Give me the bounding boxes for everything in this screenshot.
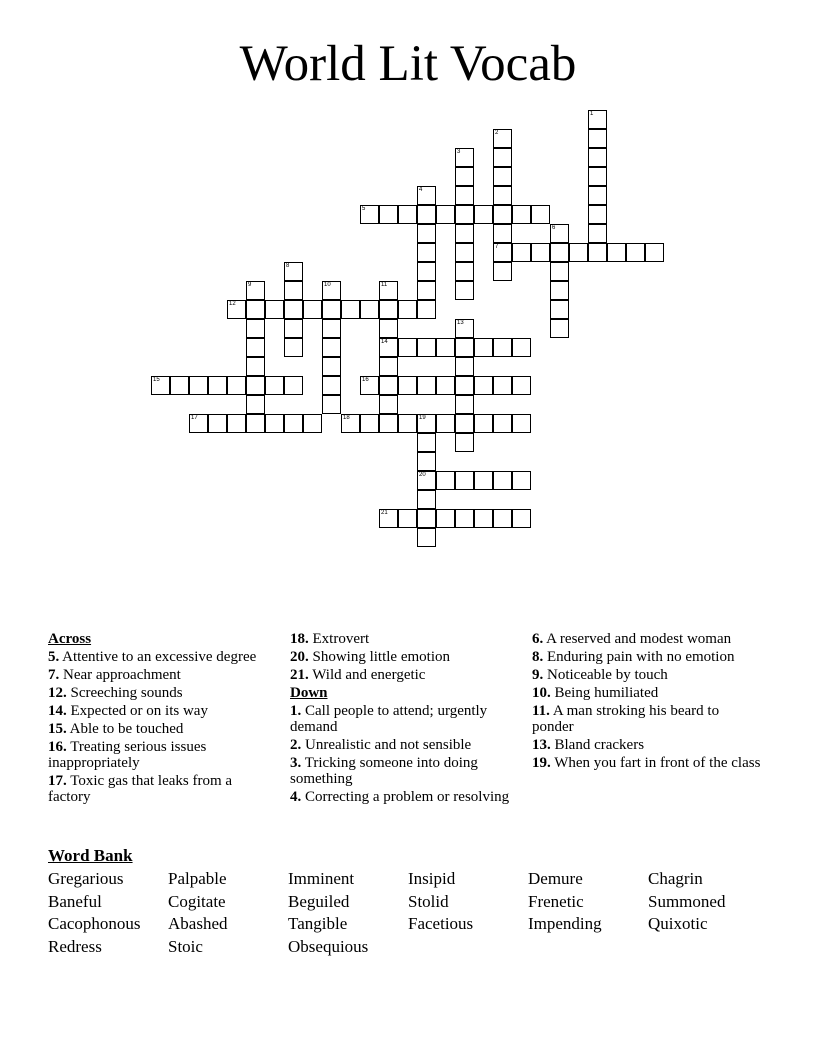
crossword-cell[interactable] bbox=[417, 376, 436, 395]
crossword-cell[interactable] bbox=[379, 300, 398, 319]
crossword-cell[interactable] bbox=[455, 243, 474, 262]
word-bank-word: Imminent bbox=[288, 869, 355, 888]
clue-text: Call people to attend; urgently demand bbox=[290, 703, 488, 735]
clue-item bbox=[290, 737, 520, 753]
crossword-cell[interactable] bbox=[246, 395, 265, 414]
clue-text: Tricking someone into doing something bbox=[290, 755, 478, 787]
crossword-cell[interactable] bbox=[493, 376, 512, 395]
crossword-cell[interactable] bbox=[436, 376, 455, 395]
crossword-cell[interactable] bbox=[341, 414, 360, 433]
crossword-cell[interactable] bbox=[246, 281, 265, 300]
down-heading: Down bbox=[290, 685, 328, 701]
crossword-cell[interactable] bbox=[493, 243, 512, 262]
clue-text: Near approachment bbox=[59, 667, 181, 683]
clue-text: Bland crackers bbox=[550, 737, 645, 753]
clue-number: 2. bbox=[290, 737, 302, 753]
crossword-cell[interactable] bbox=[474, 471, 493, 490]
crossword-cell[interactable] bbox=[227, 414, 246, 433]
crossword-cell[interactable] bbox=[417, 490, 436, 509]
crossword-cell[interactable] bbox=[417, 509, 436, 528]
clue-item bbox=[290, 703, 520, 735]
crossword-cell[interactable] bbox=[588, 129, 607, 148]
clue-item bbox=[48, 773, 278, 805]
crossword-cell[interactable] bbox=[455, 376, 474, 395]
clue-number: 14. bbox=[48, 703, 67, 719]
crossword-cell[interactable] bbox=[284, 300, 303, 319]
crossword-cell[interactable] bbox=[379, 414, 398, 433]
cell-number: 7 bbox=[495, 244, 499, 250]
clue-text: Correcting a problem or resolving bbox=[301, 789, 510, 805]
crossword-cell[interactable] bbox=[417, 224, 436, 243]
clue-item bbox=[290, 649, 520, 665]
clue-item bbox=[532, 685, 762, 701]
clues-column-3 bbox=[532, 631, 762, 773]
word-bank-word: Cogitate bbox=[168, 891, 226, 911]
crossword-cell[interactable] bbox=[246, 319, 265, 338]
crossword-cell[interactable] bbox=[436, 509, 455, 528]
crossword-cell[interactable] bbox=[398, 414, 417, 433]
crossword-cell[interactable] bbox=[417, 414, 436, 433]
crossword-cell[interactable] bbox=[151, 376, 170, 395]
clue-item bbox=[290, 789, 520, 805]
crossword-cell[interactable] bbox=[170, 376, 189, 395]
clue-number: 1. bbox=[290, 703, 302, 719]
clue-number: 13. bbox=[532, 737, 551, 753]
crossword-cell[interactable] bbox=[493, 186, 512, 205]
clue-item bbox=[290, 631, 520, 647]
crossword-cell[interactable] bbox=[360, 376, 379, 395]
word-bank-word: Impending bbox=[528, 914, 602, 934]
crossword-cell[interactable] bbox=[379, 509, 398, 528]
crossword-cell[interactable] bbox=[550, 281, 569, 300]
clues-column-1 bbox=[48, 631, 278, 807]
clue-item bbox=[290, 667, 520, 683]
crossword-cell[interactable] bbox=[588, 224, 607, 243]
crossword-cell[interactable] bbox=[417, 186, 436, 205]
clue-item bbox=[290, 755, 520, 787]
word-bank-word: Frenetic bbox=[528, 891, 584, 911]
crossword-cell[interactable] bbox=[189, 376, 208, 395]
crossword-cell[interactable] bbox=[455, 395, 474, 414]
clue-number: 4. bbox=[290, 789, 302, 805]
word-bank-word: Gregarious bbox=[48, 869, 124, 888]
clue-item bbox=[48, 703, 278, 719]
crossword-cell[interactable] bbox=[493, 509, 512, 528]
crossword-cell[interactable] bbox=[303, 414, 322, 433]
crossword-cell[interactable] bbox=[265, 376, 284, 395]
crossword-cell[interactable] bbox=[626, 243, 645, 262]
crossword-cell[interactable] bbox=[417, 452, 436, 471]
clue-text: Enduring pain with no emotion bbox=[543, 649, 735, 665]
crossword-cell[interactable] bbox=[436, 414, 455, 433]
crossword-cell[interactable] bbox=[417, 433, 436, 452]
crossword-cell[interactable] bbox=[474, 414, 493, 433]
crossword-cell[interactable] bbox=[531, 243, 550, 262]
word-bank-word: Tangible bbox=[288, 914, 348, 934]
crossword-cell[interactable] bbox=[436, 205, 455, 224]
crossword-cell[interactable] bbox=[417, 205, 436, 224]
crossword-cell[interactable] bbox=[455, 357, 474, 376]
word-bank-word: Beguiled bbox=[288, 891, 350, 911]
cell-number: 2 bbox=[495, 130, 499, 136]
crossword-cell[interactable] bbox=[322, 338, 341, 357]
crossword-cell[interactable] bbox=[455, 414, 474, 433]
word-bank-word: Palpable bbox=[168, 869, 227, 888]
cell-number: 10 bbox=[324, 282, 331, 288]
crossword-cell[interactable] bbox=[227, 376, 246, 395]
clue-item bbox=[48, 721, 278, 737]
crossword-cell[interactable] bbox=[512, 338, 531, 357]
cell-number: 21 bbox=[381, 510, 388, 516]
word-bank-word: Demure bbox=[528, 869, 583, 888]
crossword-cell[interactable] bbox=[379, 357, 398, 376]
word-bank-word: Chagrin bbox=[648, 869, 703, 888]
clue-number: 19. bbox=[532, 755, 551, 771]
clue-number: 16. bbox=[48, 739, 67, 755]
crossword-cell[interactable] bbox=[379, 319, 398, 338]
clue-text: A reserved and modest woman bbox=[543, 631, 732, 647]
crossword-cell[interactable] bbox=[417, 243, 436, 262]
clue-number: 11. bbox=[532, 703, 550, 719]
crossword-cell[interactable] bbox=[455, 319, 474, 338]
across-heading: Across bbox=[48, 631, 92, 647]
crossword-cell[interactable] bbox=[246, 414, 265, 433]
crossword-cell[interactable] bbox=[417, 471, 436, 490]
word-bank-word: Insipid bbox=[408, 869, 456, 888]
crossword-cell[interactable] bbox=[322, 376, 341, 395]
crossword-cell[interactable] bbox=[474, 376, 493, 395]
cell-number: 12 bbox=[229, 301, 236, 307]
word-bank-word: Quixotic bbox=[648, 914, 708, 934]
crossword-cell[interactable] bbox=[455, 471, 474, 490]
crossword-cell[interactable] bbox=[588, 148, 607, 167]
clue-number: 18. bbox=[290, 631, 309, 647]
crossword-cell[interactable] bbox=[588, 205, 607, 224]
crossword-cell[interactable] bbox=[436, 471, 455, 490]
crossword-cell[interactable] bbox=[493, 129, 512, 148]
cell-number: 5 bbox=[362, 206, 366, 212]
crossword-cell[interactable] bbox=[493, 205, 512, 224]
crossword-cell[interactable] bbox=[531, 205, 550, 224]
crossword-cell[interactable] bbox=[474, 205, 493, 224]
clue-text: Being humiliated bbox=[550, 685, 659, 701]
crossword-cell[interactable] bbox=[455, 509, 474, 528]
clue-number: 20. bbox=[290, 649, 309, 665]
cell-number: 20 bbox=[419, 472, 426, 478]
clue-item bbox=[532, 631, 762, 647]
crossword-cell[interactable] bbox=[550, 319, 569, 338]
crossword-cell[interactable] bbox=[379, 395, 398, 414]
crossword-cell[interactable] bbox=[265, 414, 284, 433]
crossword-cell[interactable] bbox=[493, 224, 512, 243]
crossword-cell[interactable] bbox=[588, 110, 607, 129]
across-clue-list bbox=[48, 649, 278, 805]
crossword-cell[interactable] bbox=[493, 471, 512, 490]
crossword-cell[interactable] bbox=[455, 186, 474, 205]
crossword-cell[interactable] bbox=[417, 300, 436, 319]
crossword-cell[interactable] bbox=[398, 509, 417, 528]
cell-number: 1 bbox=[590, 111, 594, 117]
crossword-cell[interactable] bbox=[512, 243, 531, 262]
crossword-cell[interactable] bbox=[379, 205, 398, 224]
crossword-cell[interactable] bbox=[189, 414, 208, 433]
crossword-cell[interactable] bbox=[569, 243, 588, 262]
crossword-cell[interactable] bbox=[208, 414, 227, 433]
crossword-cell[interactable] bbox=[588, 186, 607, 205]
cell-number: 9 bbox=[248, 282, 252, 288]
crossword-cell[interactable] bbox=[265, 300, 284, 319]
crossword-cell[interactable] bbox=[246, 376, 265, 395]
word-bank-word: Baneful bbox=[48, 891, 102, 911]
crossword-cell[interactable] bbox=[493, 262, 512, 281]
crossword-cell[interactable] bbox=[493, 414, 512, 433]
crossword-cell[interactable] bbox=[417, 528, 436, 547]
clue-number: 12. bbox=[48, 685, 67, 701]
crossword-cell[interactable] bbox=[550, 262, 569, 281]
crossword-cell[interactable] bbox=[398, 205, 417, 224]
word-bank-word: Stoic bbox=[168, 937, 203, 957]
crossword-cell[interactable] bbox=[360, 205, 379, 224]
clue-text: Showing little emotion bbox=[308, 649, 450, 665]
crossword-cell[interactable] bbox=[455, 338, 474, 357]
crossword-cell[interactable] bbox=[493, 148, 512, 167]
crossword-cell[interactable] bbox=[284, 338, 303, 357]
word-bank-word: Cacophonous bbox=[48, 914, 141, 934]
word-bank-word: Redress bbox=[48, 937, 102, 957]
clue-number: 5. bbox=[48, 649, 60, 665]
crossword-cell[interactable] bbox=[284, 414, 303, 433]
crossword-cell[interactable] bbox=[493, 167, 512, 186]
crossword-cell[interactable] bbox=[550, 243, 569, 262]
clue-text: Expected or on its way bbox=[66, 703, 208, 719]
cell-number: 15 bbox=[153, 377, 160, 383]
crossword-cell[interactable] bbox=[455, 167, 474, 186]
crossword-cell[interactable] bbox=[322, 319, 341, 338]
crossword-cell[interactable] bbox=[417, 281, 436, 300]
word-bank-word: Obsequious bbox=[288, 937, 369, 957]
cell-number: 17 bbox=[191, 415, 198, 421]
clue-item bbox=[532, 649, 762, 665]
crossword-cell[interactable] bbox=[550, 300, 569, 319]
clue-item bbox=[48, 739, 278, 771]
crossword-cell[interactable] bbox=[512, 471, 531, 490]
crossword-cell[interactable] bbox=[455, 433, 474, 452]
word-bank-word: Summoned bbox=[648, 891, 726, 911]
clue-number: 3. bbox=[290, 755, 302, 771]
clue-number: 15. bbox=[48, 721, 67, 737]
crossword-cell[interactable] bbox=[512, 205, 531, 224]
crossword-cell[interactable] bbox=[474, 338, 493, 357]
clue-number: 9. bbox=[532, 667, 544, 683]
clue-item bbox=[532, 703, 762, 735]
clue-text: Extrovert bbox=[308, 631, 370, 647]
clue-item bbox=[48, 667, 278, 683]
clue-text: Noticeable by touch bbox=[543, 667, 668, 683]
clue-number: 21. bbox=[290, 667, 309, 683]
crossword-cell[interactable] bbox=[322, 300, 341, 319]
crossword-cell[interactable] bbox=[455, 281, 474, 300]
cell-number: 4 bbox=[419, 187, 423, 193]
crossword-cell[interactable] bbox=[227, 300, 246, 319]
crossword-cell[interactable] bbox=[455, 205, 474, 224]
crossword-cell[interactable] bbox=[398, 300, 417, 319]
clue-text: Toxic gas that leaks from a factory bbox=[48, 773, 233, 805]
crossword-cell[interactable] bbox=[284, 281, 303, 300]
clues-column-2 bbox=[290, 631, 520, 807]
clue-number: 7. bbox=[48, 667, 60, 683]
clue-text: Unrealistic and not sensible bbox=[301, 737, 472, 753]
crossword-cell[interactable] bbox=[645, 243, 664, 262]
clue-text: Screeching sounds bbox=[66, 685, 183, 701]
crossword-cell[interactable] bbox=[607, 243, 626, 262]
crossword-cell[interactable] bbox=[246, 300, 265, 319]
clue-text: Wild and energetic bbox=[308, 667, 426, 683]
clue-text: When you fart in front of the class bbox=[550, 755, 761, 771]
clue-text: Treating serious issues inappropriately bbox=[48, 739, 207, 771]
crossword-cell[interactable] bbox=[588, 167, 607, 186]
down-clue-list-continued bbox=[532, 631, 762, 771]
crossword-cell[interactable] bbox=[455, 148, 474, 167]
crossword-cell[interactable] bbox=[322, 395, 341, 414]
crossword-cell[interactable] bbox=[474, 509, 493, 528]
crossword-cell[interactable] bbox=[417, 338, 436, 357]
clue-item bbox=[48, 649, 278, 665]
word-bank-title: Word Bank bbox=[48, 846, 133, 865]
cell-number: 13 bbox=[457, 320, 464, 326]
crossword-cell[interactable] bbox=[322, 281, 341, 300]
clue-item bbox=[532, 667, 762, 683]
clue-text: Able to be touched bbox=[66, 721, 184, 737]
crossword-cell[interactable] bbox=[455, 224, 474, 243]
cell-number: 18 bbox=[343, 415, 350, 421]
crossword-cell[interactable] bbox=[303, 300, 322, 319]
word-bank-word: Abashed bbox=[168, 914, 228, 934]
crossword-cell[interactable] bbox=[379, 376, 398, 395]
word-bank bbox=[48, 868, 788, 960]
cell-number: 19 bbox=[419, 415, 426, 421]
clue-item bbox=[48, 685, 278, 701]
cell-number: 16 bbox=[362, 377, 369, 383]
clue-text: A man stroking his beard to ponder bbox=[532, 703, 720, 735]
clue-text: Attentive to an excessive degree bbox=[59, 649, 257, 665]
crossword-cell[interactable] bbox=[284, 376, 303, 395]
crossword-cell[interactable] bbox=[512, 376, 531, 395]
crossword-cell[interactable] bbox=[246, 357, 265, 376]
crossword-cell[interactable] bbox=[455, 262, 474, 281]
crossword-cell[interactable] bbox=[493, 338, 512, 357]
cell-number: 3 bbox=[457, 149, 461, 155]
clue-item bbox=[532, 755, 762, 771]
clue-number: 17. bbox=[48, 773, 67, 789]
across-clue-list-continued bbox=[290, 631, 520, 683]
crossword-cell[interactable] bbox=[208, 376, 227, 395]
crossword-cell[interactable] bbox=[379, 338, 398, 357]
cell-number: 14 bbox=[381, 339, 388, 345]
crossword-cell[interactable] bbox=[246, 338, 265, 357]
crossword-cell[interactable] bbox=[512, 509, 531, 528]
crossword-cell[interactable] bbox=[588, 243, 607, 262]
crossword-cell[interactable] bbox=[341, 300, 360, 319]
clue-item bbox=[532, 737, 762, 753]
word-bank-word: Stolid bbox=[408, 891, 449, 911]
crossword-cell[interactable] bbox=[360, 300, 379, 319]
cell-number: 6 bbox=[552, 225, 556, 231]
page-title: World Lit Vocab bbox=[239, 36, 577, 92]
crossword-cell[interactable] bbox=[379, 281, 398, 300]
crossword-cell[interactable] bbox=[398, 338, 417, 357]
word-bank-word: Facetious bbox=[408, 914, 474, 934]
crossword-cell[interactable] bbox=[417, 262, 436, 281]
clue-number: 8. bbox=[532, 649, 544, 665]
crossword-cell[interactable] bbox=[284, 319, 303, 338]
cell-number: 8 bbox=[286, 263, 290, 269]
crossword-cell[interactable] bbox=[322, 357, 341, 376]
clue-number: 6. bbox=[532, 631, 544, 647]
cell-number: 11 bbox=[381, 282, 388, 288]
crossword-cell[interactable] bbox=[360, 414, 379, 433]
crossword-cell[interactable] bbox=[512, 414, 531, 433]
down-clue-list bbox=[290, 703, 520, 805]
crossword-cell[interactable] bbox=[398, 376, 417, 395]
crossword-cell[interactable] bbox=[436, 338, 455, 357]
crossword-cell[interactable] bbox=[550, 224, 569, 243]
crossword-cell[interactable] bbox=[284, 262, 303, 281]
clue-number: 10. bbox=[532, 685, 551, 701]
